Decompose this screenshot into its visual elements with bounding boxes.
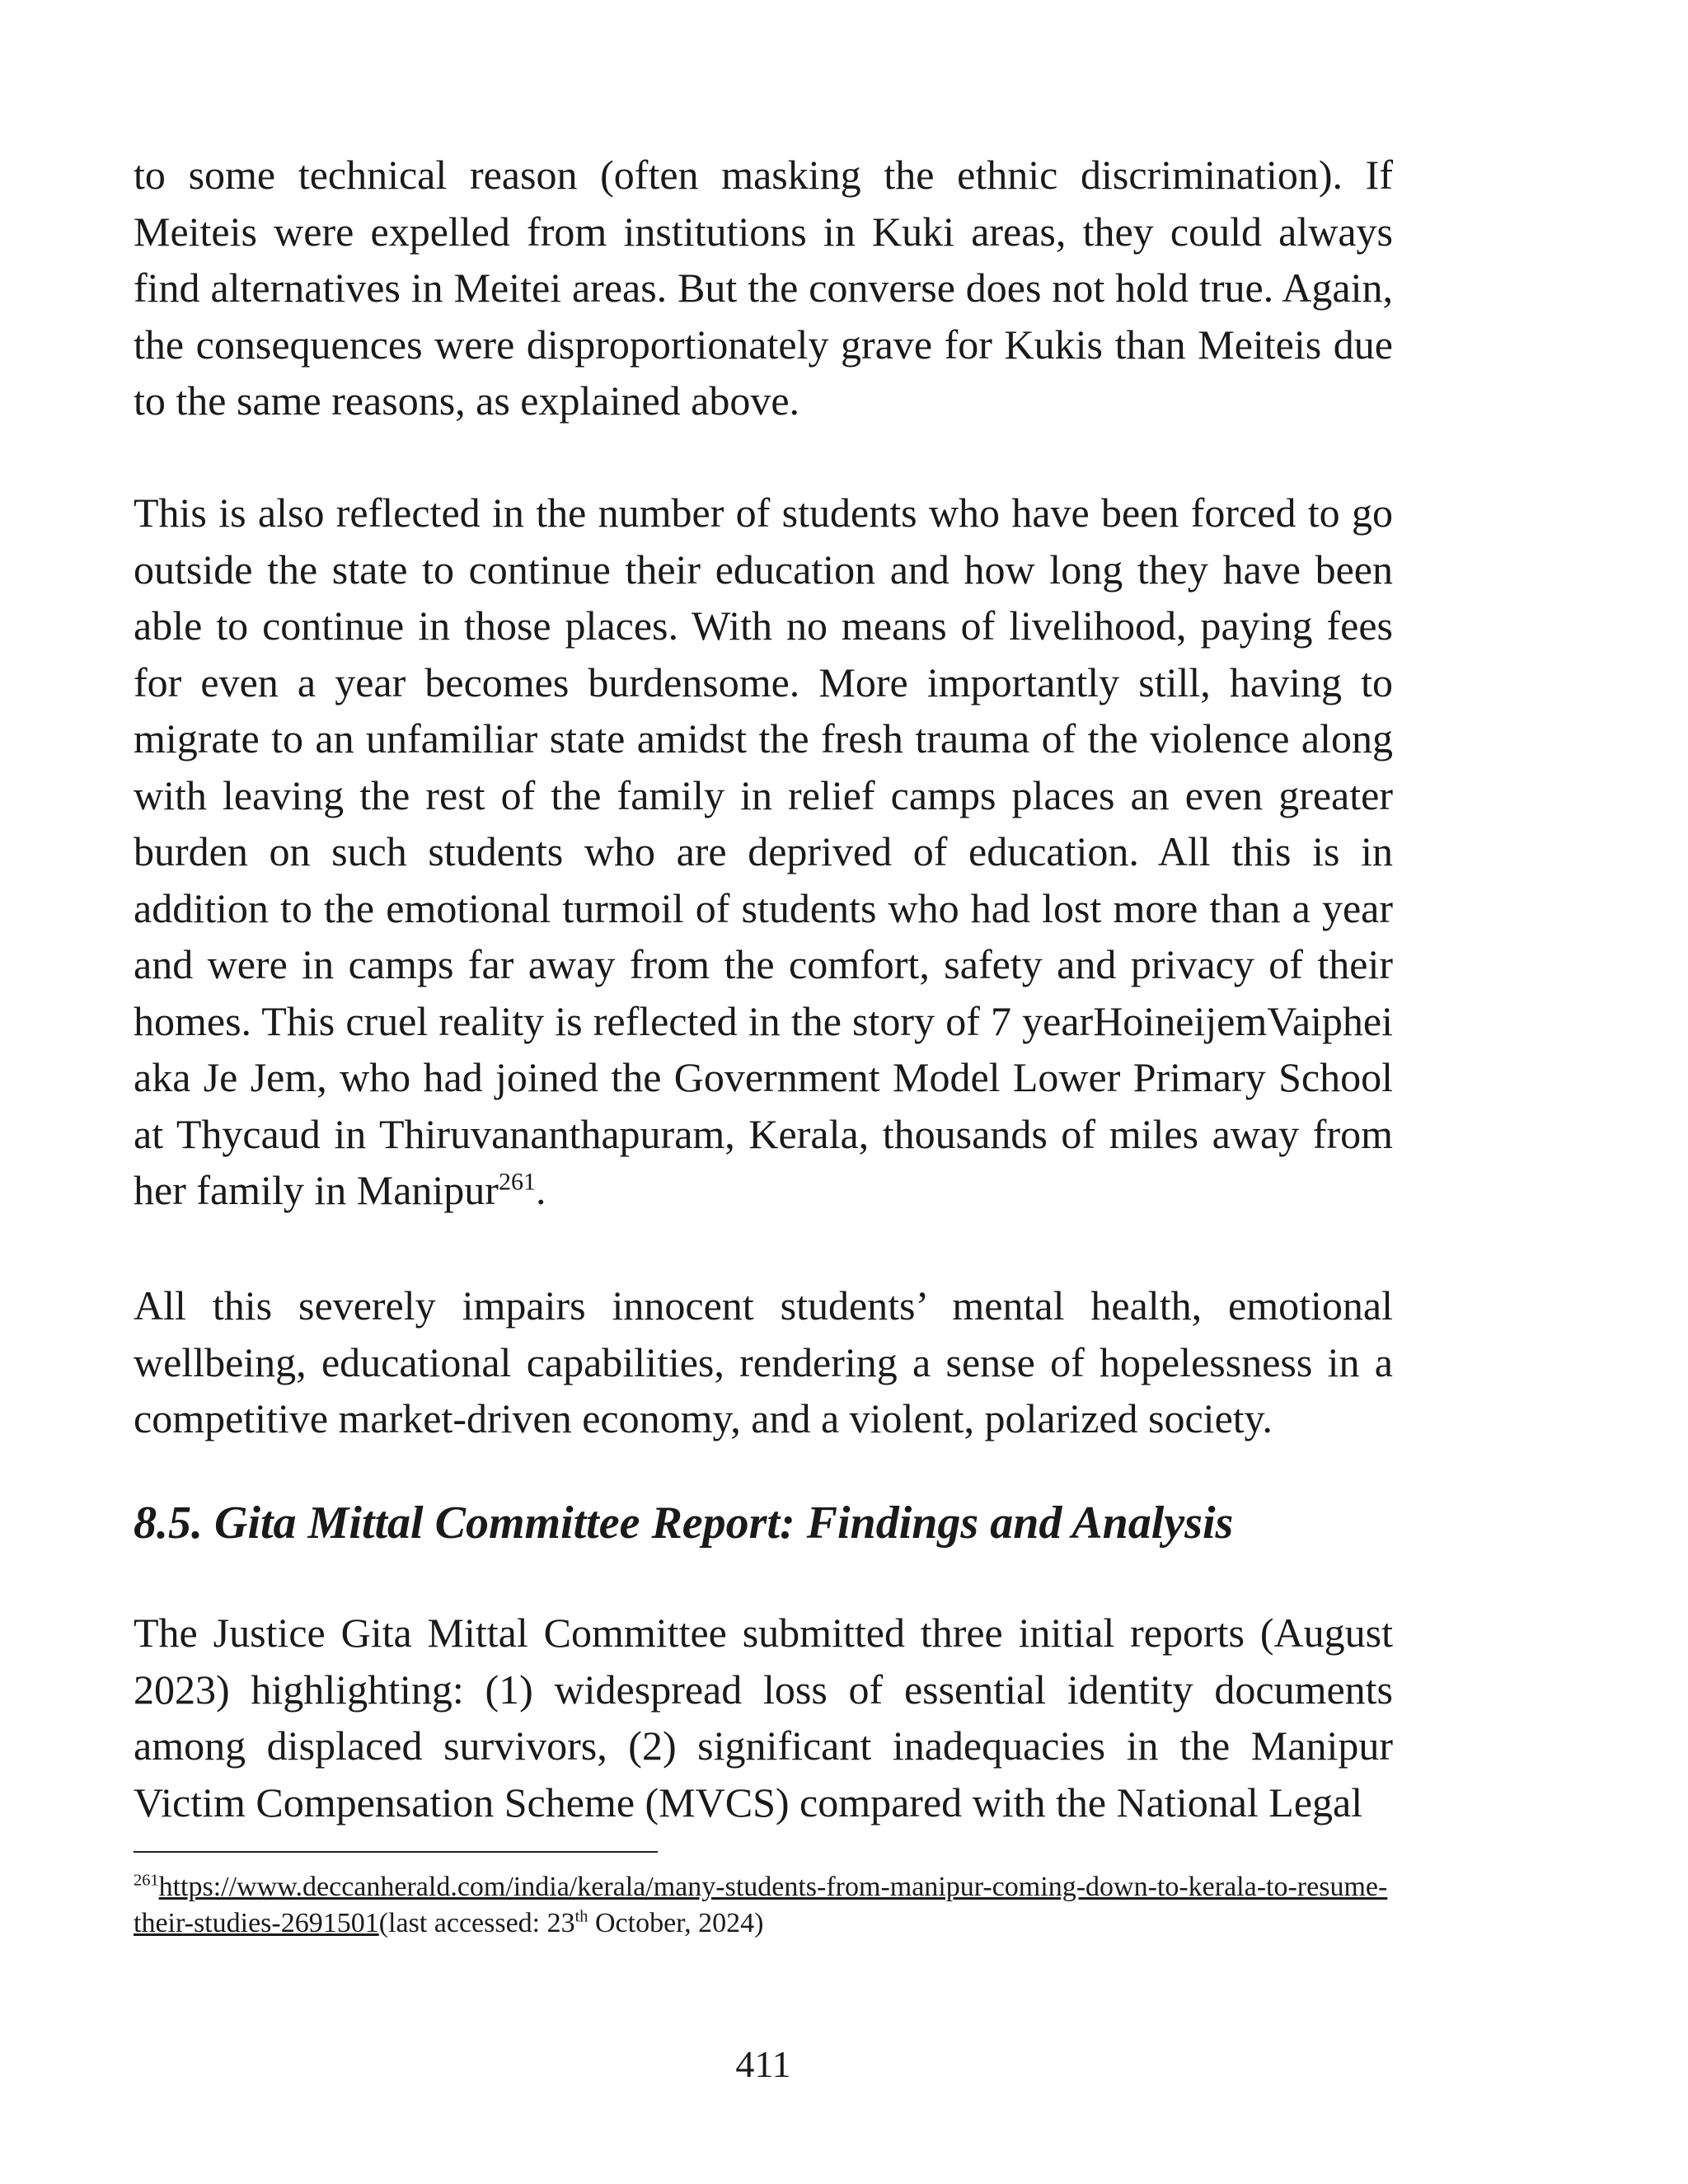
section-heading: 8.5. Gita Mittal Committee Report: Findings and Analysis [134, 1497, 1234, 1549]
footnote-accessed-prefix: (last accessed: 23 [378, 1908, 575, 1938]
paragraph-text: All this severely impairs innocent students’ mental health, emotional wellbeing, educational capabilities, rendering a sense of hopelessness in a competitive market-driven economy, and a violent, polarized society. [134, 1282, 1393, 1441]
footnote-number: 261 [134, 1871, 159, 1890]
paragraph-text: This is also reflected in the number of students who have been forced to go outside the state to continue their education and how long they have been able to continue in those places. With no means of livelihood, paying fees for even a year becomes burdensome. More importantly still, having to migrate to an unfamiliar state amidst the fresh trauma of the violence along with leaving the rest of the family in relief camps places an even greater burden on such students who are deprived of education. All this is in addition to the emotional turmoil of students who had lost more than a year and were in camps far away from the comfort, safety and privacy of their homes. This cruel reality is reflected in the story of 7 yearHoineijemVaiphei aka Je Jem, who had joined the Government Model Lower Primary School at Thycaud in Thiruvananthapuram, Kerala, thousands of miles away from her family in Manipur [134, 490, 1393, 1213]
paragraph-end: . [535, 1167, 546, 1213]
footnote-link[interactable]: https://www.deccanherald.com/india/kerala/many-students-from-manipur-coming-down-to-kerala-to-resume-their-studies-2691501 [134, 1872, 1388, 1938]
body-paragraph [134, 1605, 1393, 1830]
body-paragraph [134, 1277, 1393, 1447]
footnote-reference[interactable]: 261 [498, 1168, 536, 1196]
footnote-ordinal: th [574, 1907, 588, 1926]
footnote-divider [134, 1851, 658, 1853]
paragraph-text: to some technical reason (often masking the ethnic discrimination). If Meiteis were expelled from institutions in Kuki areas, they could always find alternatives in Meitei areas. But the converse does not hold true. Again, the consequences were disproportionately grave for Kukis than Meiteis due to the same reasons, as explained above. [134, 152, 1393, 424]
page-number: 411 [735, 2043, 791, 2085]
footnote-accessed-suffix: October, 2024) [588, 1908, 764, 1938]
body-paragraph [134, 485, 1393, 1219]
body-paragraph [134, 147, 1393, 429]
footnote [134, 1869, 1395, 1942]
paragraph-text: The Justice Gita Mittal Committee submitted three initial reports (August 2023) highlighting: (1) widespread loss of essential identity documents among displaced survivors, (2) significant inadequacies in the Manipur Victim Compensation Scheme (MVCS) compared with the National Legal [134, 1610, 1393, 1825]
